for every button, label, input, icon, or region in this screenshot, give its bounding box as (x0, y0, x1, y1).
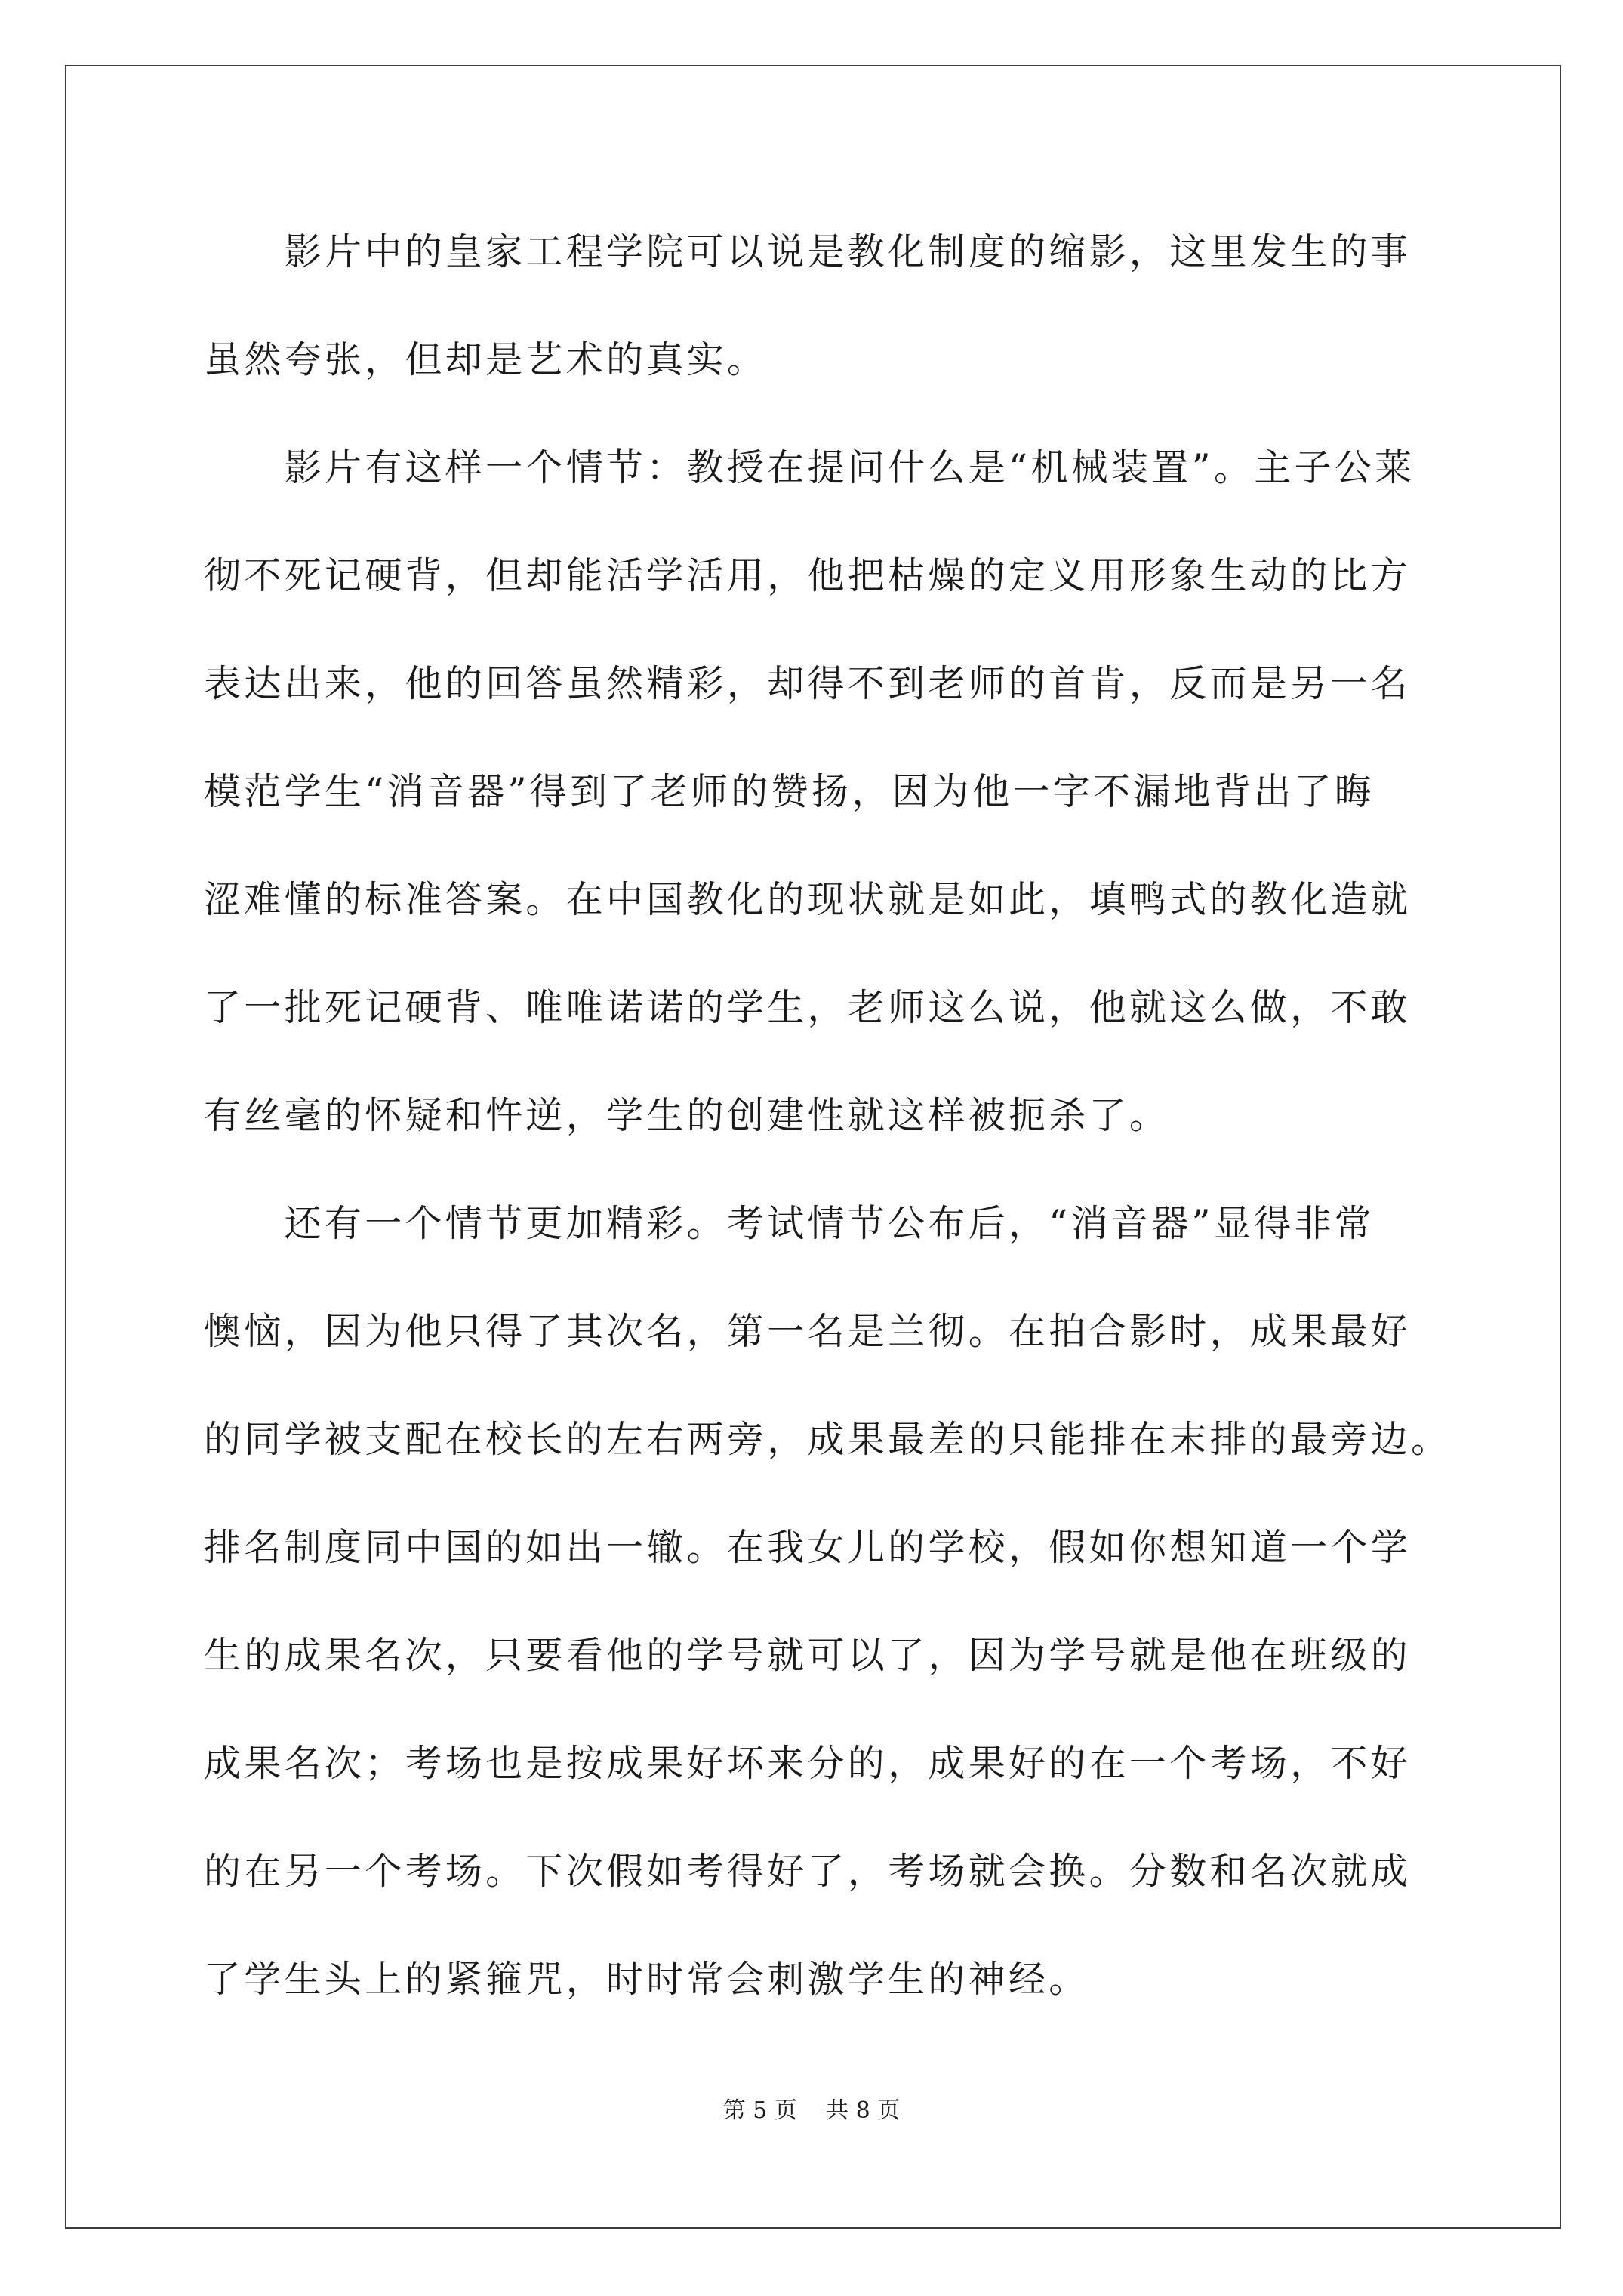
text-line: 还有一个情节更加精彩。考试情节公布后，“消音器”显得非常 (204, 1202, 1375, 1245)
text-line: 了一批死记硬背、唯唯诺诺的学生，老师这么说，他就这么做，不敢 (204, 986, 1412, 1029)
text-line: 影片中的皇家工程学院可以说是教化制度的缩影，这里发生的事 (204, 230, 1412, 273)
text-line: 了学生头上的紧箍咒，时时常会刺激学生的神经。 (204, 1958, 1089, 2001)
text-line: 影片有这样一个情节：教授在提问什么是“机械装置”。主子公莱 (204, 446, 1415, 489)
text-line: 的在另一个考场。下次假如考得好了，考场就会换。分数和名次就成 (204, 1850, 1412, 1893)
text-line: 模范学生“消音器”得到了老师的赞扬，因为他一字不漏地背出了晦 (204, 770, 1375, 813)
text-line: 成果名次；考场也是按成果好坏来分的，成果好的在一个考场，不好 (204, 1742, 1412, 1785)
page-total: 共 8 页 (826, 2097, 901, 2124)
text-line: 有丝毫的怀疑和忤逆，学生的创建性就这样被扼杀了。 (204, 1094, 1170, 1137)
page-number: 第 5 页 (722, 2097, 797, 2124)
text-line: 彻不死记硬背，但却能活学活用，他把枯燥的定义用形象生动的比方 (204, 554, 1412, 597)
text-line: 涩难懂的标准答案。在中国教化的现状就是如此，填鸭式的教化造就 (204, 878, 1412, 921)
document-body (204, 198, 1452, 2033)
page-footer (0, 2096, 1623, 2126)
text-line: 懊恼，因为他只得了其次名，第一名是兰彻。在拍合影时，成果最好 (204, 1310, 1412, 1353)
text-line: 的同学被支配在校长的左右两旁，成果最差的只能排在末排的最旁边。 (204, 1418, 1452, 1461)
text-line: 生的成果名次，只要看他的学号就可以了，因为学号就是他在班级的 (204, 1634, 1412, 1677)
text-line: 表达出来，他的回答虽然精彩，却得不到老师的首肯，反而是另一名 (204, 662, 1412, 705)
text-line: 排名制度同中国的如出一辙。在我女儿的学校，假如你想知道一个学 (204, 1526, 1412, 1569)
text-line: 虽然夸张，但却是艺术的真实。 (204, 338, 768, 381)
